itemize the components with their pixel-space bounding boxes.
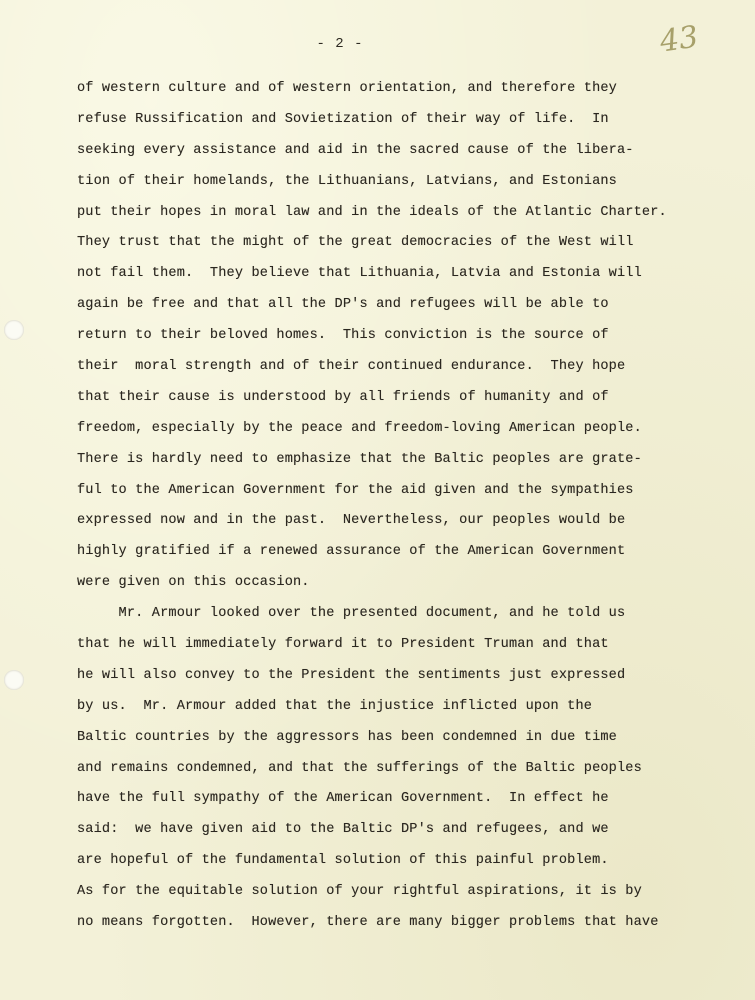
text-line: put their hopes in moral law and in the ideals of the Atlantic Charter. [77,204,667,220]
text-line: Baltic countries by the aggressors has been condemned in due time [77,729,617,745]
text-line: by us. Mr. Armour added that the injustice inflicted upon the [77,698,593,714]
text-line: expressed now and in the past. Nevertheless, our peoples would be [77,513,626,529]
text-line: return to their beloved homes. This conviction is the source of [77,328,609,344]
text-line: their moral strength and of their continued endurance. They hope [77,359,626,375]
text-line: There is hardly need to emphasize that the Baltic peoples are grate- [77,451,642,467]
text-line: no means forgotten. However, there are many bigger problems that have [77,915,659,931]
text-line: tion of their homelands, the Lithuanians, Latvians, and Estonians [77,173,617,189]
text-line: he will also convey to the President the sentiments just expressed [77,667,626,683]
text-line: are hopeful of the fundamental solution of this painful problem. [77,853,609,869]
text-line: were given on this occasion. [77,575,310,591]
text-line: that he will immediately forward it to President Truman and that [77,637,609,653]
handwritten-folio-number: 43 [657,19,701,60]
body-text [77,80,737,945]
text-line: of western culture and of western orientation, and therefore they [77,81,617,96]
text-line: have the full sympathy of the American Government. In effect he [77,791,609,807]
page-number: - 2 - [316,36,364,52]
text-line: highly gratified if a renewed assurance of the American Government [77,544,626,560]
text-line: freedom, especially by the peace and freedom-loving American people. [77,420,642,436]
text-line: They trust that the might of the great democracies of the West will [77,235,634,251]
text-line: As for the equitable solution of your rightful aspirations, it is by [77,884,642,900]
text-line: refuse Russification and Sovietization of their way of life. In [77,111,609,127]
punch-hole-bottom [4,670,24,690]
text-line: ful to the American Government for the aid given and the sympathies [77,482,634,498]
text-line: again be free and that all the DP's and refugees will be able to [77,297,609,313]
text-line: and remains condemned, and that the sufferings of the Baltic peoples [77,760,642,776]
text-line: said: we have given aid to the Baltic DP's and refugees, and we [77,822,609,838]
text-line: that their cause is understood by all friends of humanity and of [77,389,609,405]
text-line: Mr. Armour looked over the presented document, and he told us [77,606,626,622]
punch-hole-top [4,320,24,340]
text-line: not fail them. They believe that Lithuania, Latvia and Estonia will [77,266,642,282]
text-line: seeking every assistance and aid in the sacred cause of the libera- [77,142,634,158]
